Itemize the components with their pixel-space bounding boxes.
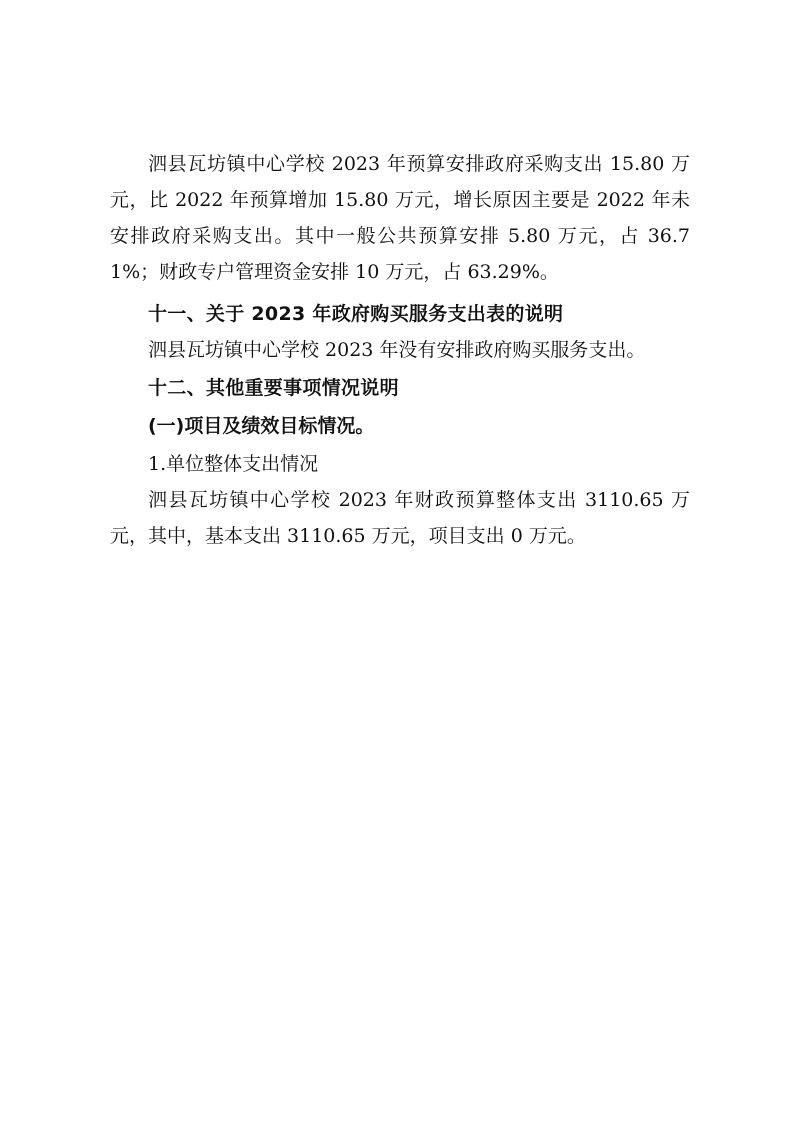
- section-11-heading: 十一、关于 2023 年政府购买服务支出表的说明: [148, 303, 564, 325]
- procurement-paragraph: 泗县瓦坊镇中心学校 2023 年预算安排政府采购支出 15.80 万元，比 2022 年预算增加 15.80 万元，增长原因主要是 2022 年未安排政府采购支出。其中一般公共预算安排 5.80 万元，占 36.71%；财政专户管理资金安排 10 万元，占 63.29%。: [110, 153, 690, 283]
- section-12-heading: 十二、其他重要事项情况说明: [148, 377, 399, 399]
- subsection-1-heading: (一)项目及绩效目标情况。: [148, 415, 375, 437]
- service-purchase-paragraph: 泗县瓦坊镇中心学校 2023 年没有安排政府购买服务支出。: [148, 339, 646, 361]
- item-1-heading: 1.单位整体支出情况: [148, 453, 319, 475]
- document-body: [110, 146, 690, 554]
- spacer: [110, 290, 690, 294]
- overall-spending-paragraph: 泗县瓦坊镇中心学校 2023 年财政预算整体支出 3110.65 万元，其中，基本支出 3110.65 万元，项目支出 0 万元。: [110, 489, 690, 547]
